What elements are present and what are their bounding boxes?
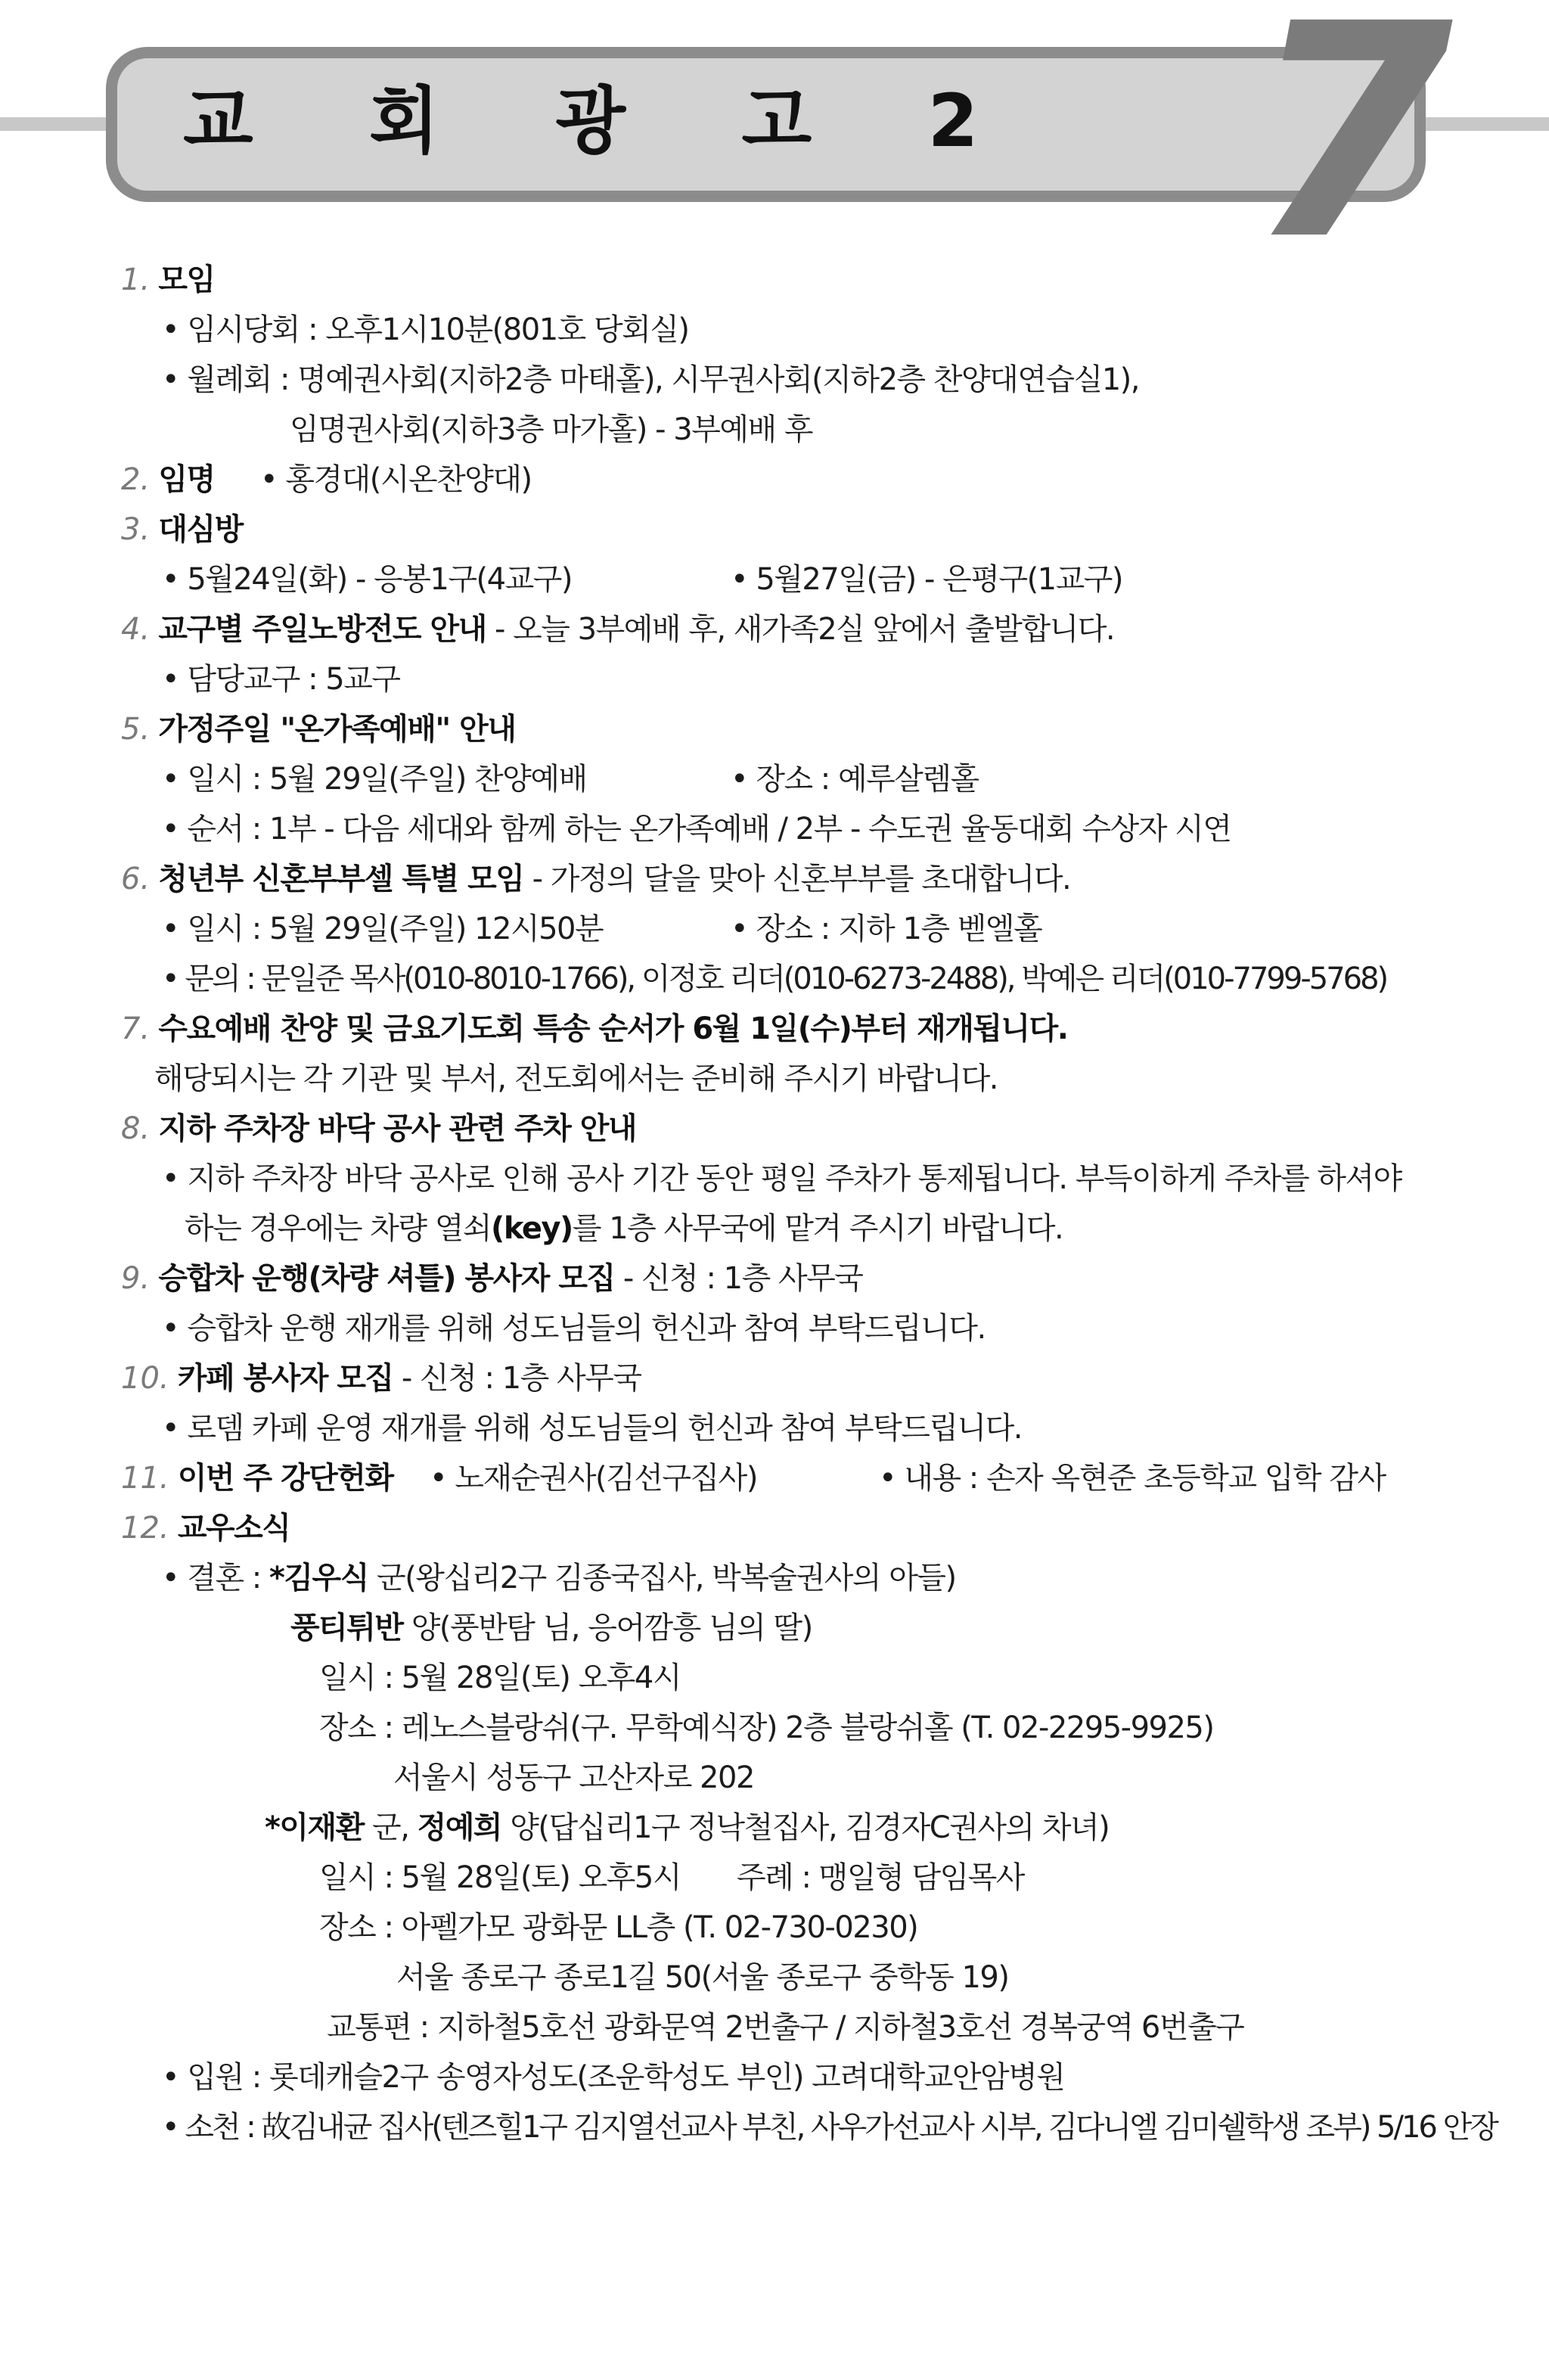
couple-family: 양(답십리1구 정낙철집사, 김경자C권사의 차녀) <box>501 1810 1110 1845</box>
wedding-2-couple <box>265 1807 1109 1849</box>
text-segment: 하는 경우에는 차량 열쇠 <box>185 1211 492 1246</box>
wedding-1-date: 일시 : 5월 28일(토) 오후4시 <box>319 1661 681 1695</box>
item-number: 6. <box>121 862 151 896</box>
item-number: 1. <box>121 263 151 297</box>
bride-name: 풍티튀반 <box>290 1611 403 1645</box>
key-emphasis: (key) <box>491 1211 573 1246</box>
list-item: • 로뎀 카페 운영 재개를 위해 성도님들의 헌신과 참여 부탁드립니다. <box>162 1407 1022 1449</box>
list-item: • 장소 : 예루살렘홀 <box>731 758 979 800</box>
item-3 <box>121 508 243 551</box>
groom-family: 군(왕십리2구 김종국집사, 박복술권사의 아들) <box>368 1561 956 1595</box>
item-number: 8. <box>121 1111 151 1146</box>
item-11 <box>121 1457 393 1499</box>
item-8 <box>121 1108 636 1150</box>
page-title: 교 회 광 고 2 <box>183 79 1024 163</box>
item-text: - 신청 : 1층 사무국 <box>393 1361 641 1396</box>
obituary-news: • 소천 : 故김내균 집사(텐즈힐1구 김지열선교사 부친, 사우가선교사 시부, 김다니엘 김미쉘학생 조부) 5/16 안장 <box>162 2106 1497 2149</box>
list-item: • 임시당회 : 오후1시10분(801호 당회실) <box>162 309 689 351</box>
hospital-news: • 입원 : 롯데캐슬2구 송영자성도(조운학성도 부인) 고려대학교안암병원 <box>162 2056 1064 2099</box>
list-item: • 장소 : 지하 1층 벧엘홀 <box>731 908 1041 950</box>
item-1 <box>121 259 215 301</box>
item-title: 수요예배 찬양 및 금요기도회 특송 순서가 6월 1일(수)부터 재개됩니다. <box>158 1011 1068 1046</box>
item-text: - 가정의 달을 맞아 신혼부부를 초대합니다. <box>523 862 1071 896</box>
list-item: 해당되시는 각 기관 및 부서, 전도회에서는 준비해 주시기 바랍니다. <box>154 1061 998 1096</box>
item-number: 5. <box>121 712 151 747</box>
item-title: 승합차 운행(차량 셔틀) 봉사자 모집 <box>158 1261 615 1296</box>
list-item: • 담당교구 : 5교구 <box>162 658 400 701</box>
page-number: 7 <box>1248 0 1454 304</box>
bride-name: 정예희 <box>417 1810 502 1845</box>
item-text: - 신청 : 1층 사무국 <box>614 1261 863 1296</box>
wedding-1-place: 장소 : 레노스블랑쉬(구. 무학예식장) 2층 블랑쉬홀 (T. 02-2295-9925) <box>319 1710 1214 1745</box>
groom-name: *이재환 <box>265 1810 364 1845</box>
list-item: • 순서 : 1부 - 다음 세대와 함께 하는 온가족예배 / 2부 - 수도권 율동대회 수상자 시연 <box>162 808 1231 850</box>
item-6 <box>121 858 1070 900</box>
item-text: - 오늘 3부예배 후, 새가족2실 앞에서 출발합니다. <box>486 612 1115 647</box>
list-item: • 지하 주차장 바닥 공사로 인해 공사 기간 동안 평일 주차가 통제됩니다. 부득이하게 주차를 하셔야 <box>162 1157 1402 1200</box>
item-12 <box>121 1507 290 1549</box>
item-number: 11. <box>121 1461 169 1496</box>
item-number: 7. <box>121 1011 151 1046</box>
item-title: 임명 <box>158 462 215 497</box>
item-number: 9. <box>121 1261 151 1296</box>
item-number: 10. <box>121 1361 169 1396</box>
wedding-2-place: 장소 : 아펠가모 광화문 LL층 (T. 02-730-0230) <box>319 1910 918 1945</box>
wedding-1-bride <box>290 1607 812 1649</box>
item-title: 지하 주차장 바닥 공사 관련 주차 안내 <box>158 1111 637 1146</box>
list-item: • 일시 : 5월 29일(주일) 12시50분 <box>162 908 603 950</box>
list-item: • 일시 : 5월 29일(주일) 찬양예배 <box>162 758 587 800</box>
wedding-2-date: 일시 : 5월 28일(토) 오후5시 <box>319 1860 681 1895</box>
item-9 <box>121 1257 862 1300</box>
item-number: 12. <box>121 1511 169 1546</box>
item-title: 이번 주 강단헌화 <box>177 1461 393 1496</box>
list-item-continuation: 임명권사회(지하3층 마가홀) - 3부예배 후 <box>290 412 813 447</box>
list-item: • 월례회 : 명예권사회(지하2층 마태홀), 시무권사회(지하2층 찬양대연습실1), <box>162 359 1139 401</box>
wedding-2-transit: 교통편 : 지하철5호선 광화문역 2번출구 / 지하철3호선 경복궁역 6번출구 <box>327 2010 1244 2045</box>
item-7 <box>121 1008 1068 1050</box>
item-number: 3. <box>121 512 151 547</box>
wedding-2-address: 서울 종로구 종로1길 50(서울 종로구 중학동 19) <box>396 1960 1009 1995</box>
item-4 <box>121 608 1114 651</box>
wedding-1-address: 서울시 성동구 고산자로 202 <box>393 1760 754 1795</box>
item-5 <box>121 708 515 750</box>
wedding-label: 결혼 : <box>187 1561 269 1595</box>
item-title: 대심방 <box>158 512 243 547</box>
item-number: 4. <box>121 612 151 647</box>
list-item: • 문의 : 문일준 목사(010-8010-1766), 이정호 리더(010-6273-2488), 박예은 리더(010-7799-5768) <box>162 958 1386 1000</box>
text-segment: 군, <box>363 1810 418 1845</box>
item-title: 카페 봉사자 모집 <box>177 1361 393 1396</box>
item-10 <box>121 1357 641 1400</box>
list-item: • 5월24일(화) - 응봉1구(4교구) <box>162 558 572 601</box>
item-title: 교우소식 <box>177 1511 290 1546</box>
header-rule-left <box>0 117 113 131</box>
list-item-continuation <box>185 1207 1063 1250</box>
wedding-1-groom <box>162 1557 956 1599</box>
item-title: 교구별 주일노방전도 안내 <box>158 612 486 647</box>
list-item: • 홍경대(시온찬양대) <box>260 458 532 501</box>
list-item: • 5월27일(금) - 은평구(1교구) <box>731 558 1122 601</box>
item-number: 2. <box>121 462 151 497</box>
list-item: • 노재순권사(김선구집사) <box>430 1457 757 1499</box>
item-title: 가정주일 "온가족예배" 안내 <box>158 712 516 747</box>
list-item: • 승합차 운행 재개를 위해 성도님들의 헌신과 참여 부탁드립니다. <box>162 1307 986 1350</box>
text-segment: 를 1층 사무국에 맡겨 주시기 바랍니다. <box>572 1211 1063 1246</box>
item-2 <box>121 458 215 501</box>
groom-name: *김우식 <box>269 1561 368 1595</box>
bride-family: 양(풍반탐 님, 응어깜흥 님의 딸) <box>402 1611 812 1645</box>
list-item: • 내용 : 손자 옥현준 초등학교 입학 감사 <box>879 1457 1386 1499</box>
item-title: 모임 <box>158 263 215 297</box>
item-title: 청년부 신혼부부셀 특별 모임 <box>158 862 524 896</box>
wedding-2-officiant: 주례 : 맹일형 담임목사 <box>737 1860 1024 1895</box>
